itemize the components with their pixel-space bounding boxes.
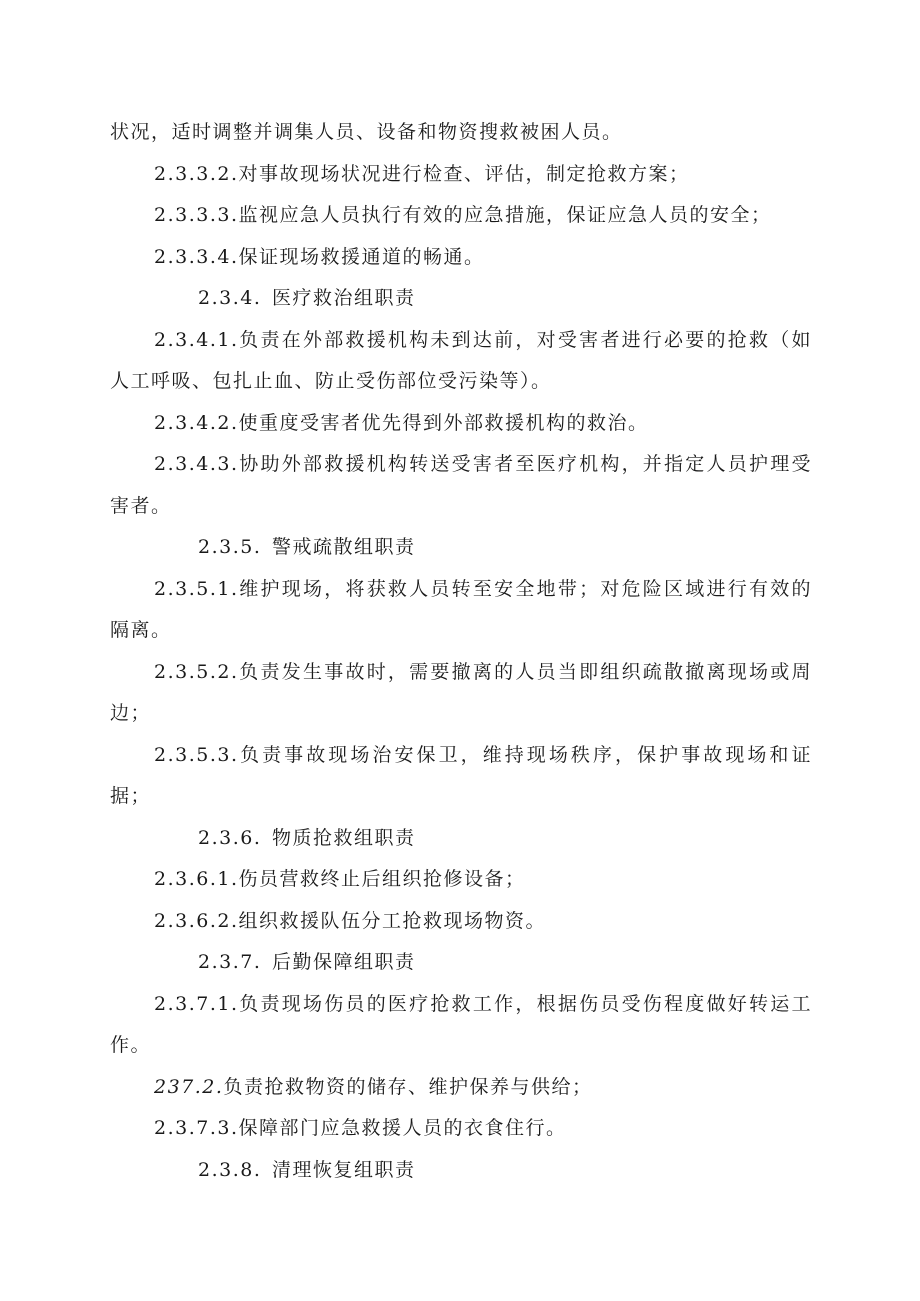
section-number: 2.3.4.1. <box>154 328 239 351</box>
paragraph <box>110 154 812 196</box>
paragraph <box>110 859 812 901</box>
paragraph-text: 组织救援队伍分工抢救现场物资。 <box>238 909 547 932</box>
section-number: 2.3.7.1. <box>154 992 239 1015</box>
section-number: 237.2. <box>154 1075 224 1098</box>
section-number: 2.3.3.3. <box>154 204 239 226</box>
paragraph <box>110 1108 812 1150</box>
paragraph-text: 使重度受害者优先得到外部救援机构的救治。 <box>238 411 649 434</box>
paragraph <box>110 237 812 279</box>
paragraph-text: 伤员营救终止后组织抢修设备； <box>238 868 526 890</box>
section-number: 2.3.7.3. <box>154 1117 239 1139</box>
paragraph-text: 对事故现场状况进行检查、评估，制定抢救方案； <box>238 162 690 185</box>
paragraph <box>110 320 812 403</box>
paragraph <box>110 652 812 735</box>
section-heading <box>110 1150 812 1192</box>
section-heading <box>110 942 812 984</box>
paragraph <box>110 195 812 237</box>
paragraph <box>110 112 812 154</box>
heading-text: 警戒疏散组职责 <box>272 536 416 558</box>
paragraph-text: 负责现场伤员的医疗抢救工作，根据伤员受伤程度做好转运工作。 <box>110 992 812 1056</box>
paragraph-text: 维护现场，将获救人员转至安全地带；对危险区域进行有效的隔离。 <box>110 577 812 641</box>
section-number: 2.3.3.2. <box>154 162 239 185</box>
section-number: 2.3.6.1. <box>154 868 239 890</box>
paragraph-text: 负责发生事故时，需要撤离的人员当即组织疏散撤离现场或周边； <box>110 660 812 724</box>
paragraph <box>110 901 812 943</box>
paragraph <box>110 569 812 652</box>
section-number: 2.3.6.2. <box>154 909 239 932</box>
section-number: 2.3.4. <box>198 287 262 309</box>
paragraph-text: 负责抢救物资的储存、维护保养与供给； <box>223 1075 593 1098</box>
paragraph <box>110 735 812 818</box>
paragraph-text: 保证现场救援通道的畅通。 <box>238 245 485 268</box>
section-number: 2.3.5.1. <box>154 577 239 600</box>
section-heading <box>110 527 812 569</box>
section-number: 2.3.5.2. <box>154 660 239 683</box>
section-number: 2.3.5.3. <box>154 743 239 766</box>
paragraph-text: 保障部门应急救援人员的衣食住行。 <box>238 1117 567 1139</box>
document-body <box>110 112 812 1191</box>
paragraph <box>110 984 812 1067</box>
paragraph-text: 协助外部救援机构转送受害者至医疗机构，并指定人员护理受害者。 <box>110 453 812 517</box>
paragraph-text: 状况，适时调整并调集人员、设备和物资搜救被困人员。 <box>110 121 623 143</box>
heading-text: 物质抢救组职责 <box>272 826 416 849</box>
section-number: 2.3.4.2. <box>154 411 239 434</box>
heading-text: 后勤保障组职责 <box>272 951 416 973</box>
paragraph-text: 负责在外部救援机构未到达前，对受害者进行必要的抢救（如人工呼吸、包扎止血、防止受伤部位受污染等）。 <box>110 328 812 392</box>
section-heading <box>110 818 812 860</box>
paragraph <box>110 444 812 527</box>
section-number: 2.3.7. <box>198 951 262 973</box>
paragraph <box>110 1067 812 1109</box>
heading-text: 医疗救治组职责 <box>272 287 416 309</box>
section-number: 2.3.5. <box>198 536 262 558</box>
section-number: 2.3.8. <box>198 1158 262 1181</box>
paragraph-text: 负责事故现场治安保卫，维持现场秩序，保护事故现场和证据； <box>110 743 812 807</box>
paragraph-text: 监视应急人员执行有效的应急措施，保证应急人员的安全； <box>238 204 772 226</box>
section-heading <box>110 278 812 320</box>
section-number: 2.3.6. <box>198 826 262 849</box>
section-number: 2.3.4.3. <box>154 453 239 475</box>
section-number: 2.3.3.4. <box>154 245 239 268</box>
heading-text: 清理恢复组职责 <box>272 1158 416 1181</box>
paragraph <box>110 403 812 445</box>
